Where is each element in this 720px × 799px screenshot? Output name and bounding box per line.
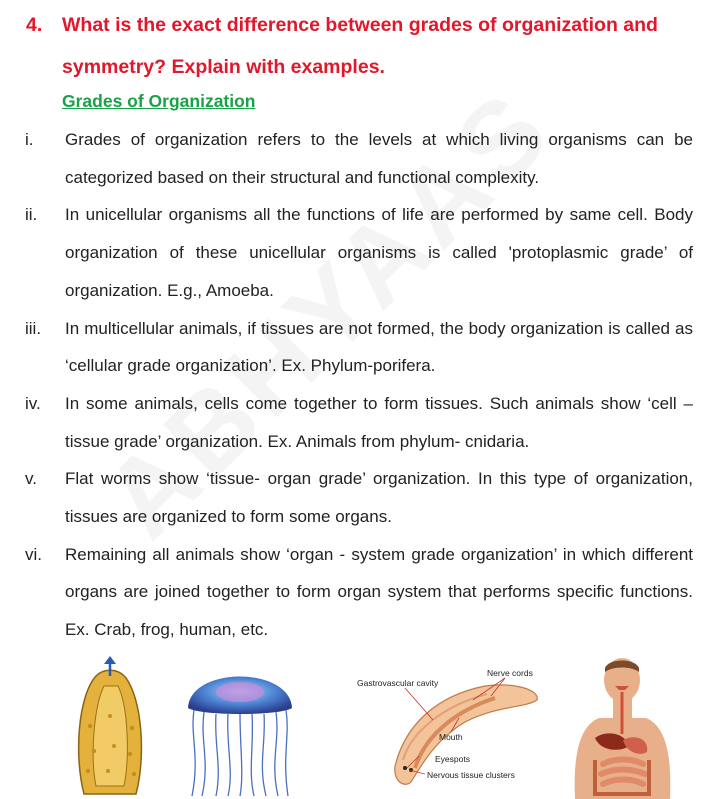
item-number: iv. — [25, 393, 41, 413]
label-eyespots: Eyespots — [435, 754, 470, 764]
item-number: v. — [25, 469, 37, 489]
label-nerve-cords: Nerve cords — [487, 668, 533, 678]
flatworm-illustration — [355, 656, 545, 799]
grades-list — [0, 121, 720, 649]
label-gastrovascular-cavity: Gastrovascular cavity — [357, 678, 439, 688]
question-heading — [26, 4, 706, 88]
list-item — [0, 385, 720, 460]
label-mouth: Mouth — [439, 732, 463, 742]
item-number: i. — [25, 130, 34, 149]
item-text: In some animals, cells come together to form tissues. Such animals show ‘cell – tissue grade’ organization. Ex. Animals from phylum- cnidaria. — [65, 393, 693, 451]
item-number: ii. — [25, 205, 38, 225]
question-text: What is the exact difference between grades of organization and symmetry? Explain with examples. — [62, 14, 658, 78]
question-number: 4. — [26, 14, 43, 36]
jellyfish-illustration — [180, 656, 300, 799]
list-item — [0, 121, 720, 196]
item-text: Grades of organization refers to the levels at which living organisms can be categorized based on their structural and functional complexity. — [65, 130, 693, 187]
list-item — [0, 310, 720, 385]
item-number: vi. — [25, 544, 42, 564]
list-item — [0, 460, 720, 535]
human-organ-system-illustration — [565, 656, 680, 799]
item-text: In multicellular animals, if tissues are not formed, the body organization is called as ‘cellular grade organization’. Ex. Phylum-porifera. — [65, 318, 693, 376]
section-title: Grades of Organization — [62, 91, 256, 111]
list-item — [0, 196, 720, 309]
list-item — [0, 536, 720, 649]
item-text: Remaining all animals show ‘organ - system grade organization’ in which different organs are joined together to form organ system that performs specific functions. Ex. Crab, frog, human, etc. — [65, 544, 693, 640]
label-nervous-tissue: Nervous tissue clusters — [427, 770, 515, 780]
item-number: iii. — [25, 318, 42, 338]
item-text: In unicellular organisms all the functions of life are performed by same cell. Body organization of these unicellular organisms is called 'protoplasmic grade’ of organization. E.g., Amoeba. — [65, 205, 693, 300]
item-text: Flat worms show ‘tissue- organ grade’ organization. In this type of organization, tissues are organized to form some organs. — [65, 469, 693, 527]
sponge-illustration — [70, 656, 150, 799]
